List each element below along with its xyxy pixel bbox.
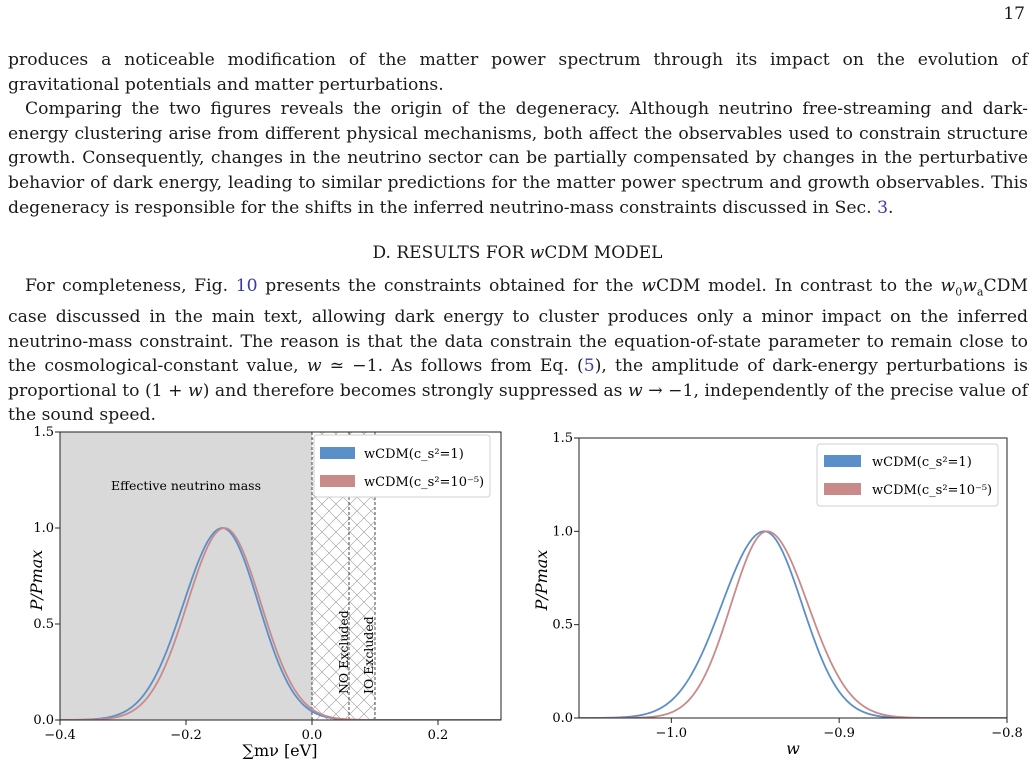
- io-excluded-label: IO Excluded: [361, 616, 376, 694]
- xtick-label-0-3: 0.2: [427, 728, 449, 743]
- left-xlabel: ∑mν [eV]: [242, 741, 318, 760]
- ytick-label-0-0: 0.0: [33, 713, 54, 728]
- left-ylabel: P/Pmax: [27, 549, 46, 611]
- legend-swatch-cs1e-5-right: [824, 483, 861, 495]
- legend-label-cs1e-5: wCDM(c_s²=10⁻⁵): [364, 475, 485, 490]
- right-ylabel: P/Pmax: [532, 549, 551, 611]
- ytick-label-1-1: 0.5: [552, 617, 573, 633]
- sec-ref-link[interactable]: 3: [877, 197, 889, 218]
- paragraph-1: produces a noticeable modification of the matter power spectrum through its impact on the evolution of gravitational potentials and matter perturbations.: [8, 50, 1028, 95]
- xtick-label-1-0: −1.0: [655, 726, 688, 741]
- right-legend: [817, 444, 998, 506]
- xtick-label-0-0: −0.4: [44, 728, 76, 743]
- no-excluded-label: NO Excluded: [336, 610, 351, 694]
- effective-mass-label: Effective neutrino mass: [110, 478, 262, 493]
- right-curves: [579, 531, 1007, 718]
- xtick-label-1-1: −0.9: [823, 726, 855, 741]
- ytick-label-0-1: 0.5: [33, 617, 54, 632]
- xtick-label-0-1: −0.2: [170, 728, 202, 743]
- ytick-label-1-2: 1.0: [552, 524, 573, 540]
- right-xlabel: w: [786, 739, 800, 758]
- legend-swatch-cs1-right: [824, 455, 861, 467]
- paragraph-2: Comparing the two figures reveals the origin of the degeneracy. Although neutrino free-streaming and dark-energy clustering arise from different physical mechanisms, both affect the observables used to constrain structure growth. Consequently, changes in the neutrino sector can be partially compensated by changes in the perturbative behavior of dark energy, leading to similar predictions for the matter power spectrum and growth observables. This degeneracy is responsible for the shifts in the inferred neutrino-mass constraints discussed in Sec. 3.: [8, 99, 1028, 218]
- effective-mass-shaded-region: [60, 432, 312, 720]
- legend-label-cs1-right: wCDM(c_s²=1): [872, 455, 972, 470]
- eq-ref-link[interactable]: 5: [583, 356, 595, 377]
- fig-ref-link[interactable]: 10: [235, 276, 258, 296]
- ytick-label-0-2: 1.0: [33, 521, 54, 536]
- ytick-label-1-0: 0.0: [552, 711, 573, 726]
- legend-swatch-cs1: [320, 447, 355, 459]
- section-heading: D. RESULTS FOR wCDM MODEL: [372, 243, 663, 263]
- body-text-top: [8, 48, 1028, 220]
- figure-10: [0, 420, 1035, 770]
- left-legend: [314, 435, 490, 497]
- page-number: 17: [1003, 4, 1025, 24]
- legend-label-cs1: wCDM(c_s²=1): [364, 447, 464, 462]
- curve-1-1: [579, 531, 1007, 718]
- xtick-label-0-2: 0.0: [301, 728, 323, 743]
- ytick-label-1-3: 1.5: [552, 431, 573, 446]
- paragraph-3: For completeness, Fig. 10 presents the constraints obtained for the wCDM model. In contrast to the $w_0w_aCDM$ case discussed in the main text, allowing dark energy to cluster produces only a minor impact on the inferred neutrino-mass constraint. The reason is that the data constrain the equation-of-state parameter to remain close to the cosmological-constant value, w ≃ −1. As follows from Eq. (5), the amplitude of dark-energy perturbations is proportional to (1 + w) and therefore becomes strongly suppressed as w → −1, independently of the precise value of the sound speed.: [8, 276, 1028, 426]
- legend-swatch-cs1e-5: [320, 475, 355, 487]
- body-text-bottom: [8, 274, 1028, 428]
- curve-1-0: [579, 531, 1007, 718]
- ytick-label-0-3: 1.5: [33, 425, 54, 440]
- xtick-label-1-2: −0.8: [991, 726, 1023, 741]
- legend-label-cs1e-5-right: wCDM(c_s²=10⁻⁵): [872, 483, 993, 498]
